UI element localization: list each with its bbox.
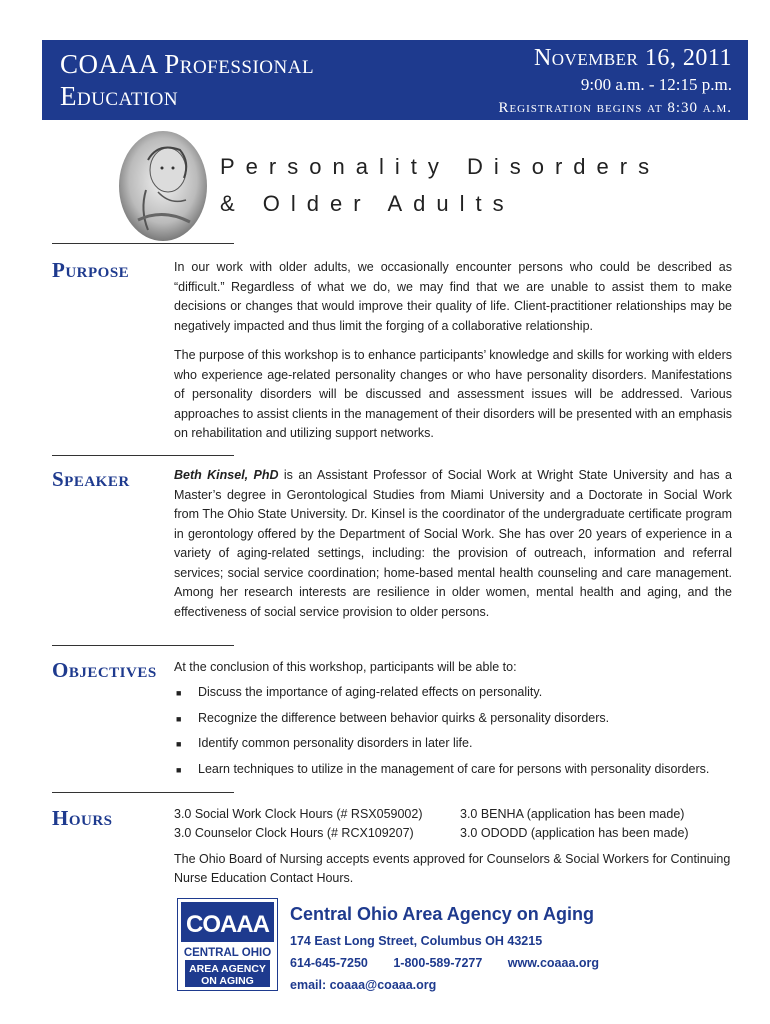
logo-line2: AREA AGENCY [189,963,266,975]
speaker-body [174,466,732,632]
nursing-note: The Ohio Board of Nursing accepts events approved for Counselors & Social Workers for Continuing Nurse Education Contact Hours. [174,852,731,885]
list-item: ■ Learn techniques to utilize in the management of care for persons with personality disorders. [174,759,740,785]
event-time: 9:00 a.m. - 12:15 p.m. [580,75,732,94]
org-address: 174 East Long Street, Columbus OH 43215 [290,934,543,948]
speaker-bio: is an Assistant Professor of Social Work at Wright State University and has a Master’s degree in Gerontological Studies from Miami University and a Doctorate in Social Work from The Ohio State University. Dr. Kinsel is the coordinator of the undergraduate certificate program in gerontology offered by the Department of Social Work. She has over 20 years of experience in a variety of aging-related settings, including: the provision of outreach, information and referral services; social service coordination; home-based mental health counseling and care management. Among her research interests are resilience in older women, mental health and aging, and the effectiveness of social service provision to older persons. [174,468,732,619]
email-link[interactable]: email: coaaa@coaaa.org [290,978,437,992]
workshop-title-line2: & Older Adults [220,191,515,216]
org-name: Central Ohio Area Agency on Aging [290,904,595,924]
list-item: ■ Discuss the importance of aging-related effects on personality. [174,682,740,708]
hours-heading: Hours [52,806,113,830]
website-link[interactable]: www.coaaa.org [507,956,600,970]
hours-table [174,805,689,843]
speaker-name: Beth Kinsel, PhD [174,468,279,482]
header-banner [42,40,748,120]
speaker-heading: Speaker [52,467,130,491]
purpose-paragraph-1: In our work with older adults, we occasionally encounter persons who could be described as “difficult.” Regardless of what we do, we may find that we are unable to assist them to make decisions or changes that would improve their quality of life. Client-practitioner relationships may be negatively impacted and thus limit the forging of a collaborative relationship. [174,260,732,333]
section-divider [52,455,234,456]
purpose-paragraph-2: The purpose of this workshop is to enhance participants’ knowledge and skills for working with elders who experience age-related personality changes or who have personality disorders. Manifestations of personality disorders will be discussed and assessment issues will be addressed. Various approaches to assist clients in the management of their disorders will be presented with an emphasis on rehabilitation and utilizing support networks. [174,348,732,440]
logo-wordmark: COAAA [186,911,269,938]
bullet-icon: ■ [176,764,182,775]
objectives-list [174,682,740,784]
purpose-body [174,258,732,454]
section-divider [52,243,234,244]
registration-time: Registration begins at 8:30 a.m. [498,100,732,116]
bullet-icon: ■ [176,688,182,698]
hours-row: 3.0 Social Work Clock Hours (# RSX059002) 3.0 BENHA (application has been made) [174,807,685,821]
objectives-intro: At the conclusion of this workshop, participants will be able to: [174,660,517,674]
coaaa-logo [177,898,278,991]
banner-org [60,48,314,112]
objectives-heading: Objectives [52,658,157,682]
workshop-title-line1: Personality Disorders [220,154,661,179]
banner-org-line1: COAAA Professional [60,49,315,79]
logo-line3: ON AGING [201,975,254,987]
phone-local[interactable]: 614-645-7250 [290,956,368,970]
hours-row: 3.0 Counselor Clock Hours (# RCX109207) 3.0 ODODD (application has been made) [174,826,689,840]
event-date: November 16, 2011 [533,45,732,71]
portrait-illustration [118,130,208,242]
banner-org-line2: Education [60,81,179,111]
phone-tollfree[interactable]: 1-800-589-7277 [393,956,483,970]
list-item: ■ Identify common personality disorders in later life. [174,733,740,759]
bullet-icon: ■ [176,713,182,724]
bullet-icon: ■ [176,739,182,749]
list-item: ■ Recognize the difference between behavior quirks & personality disorders. [174,708,740,734]
section-divider [52,792,234,793]
banner-event-info [498,44,732,118]
section-divider [52,645,234,646]
logo-line1: CENTRAL OHIO [183,947,272,959]
org-phones [290,956,621,970]
purpose-heading: Purpose [52,258,130,282]
